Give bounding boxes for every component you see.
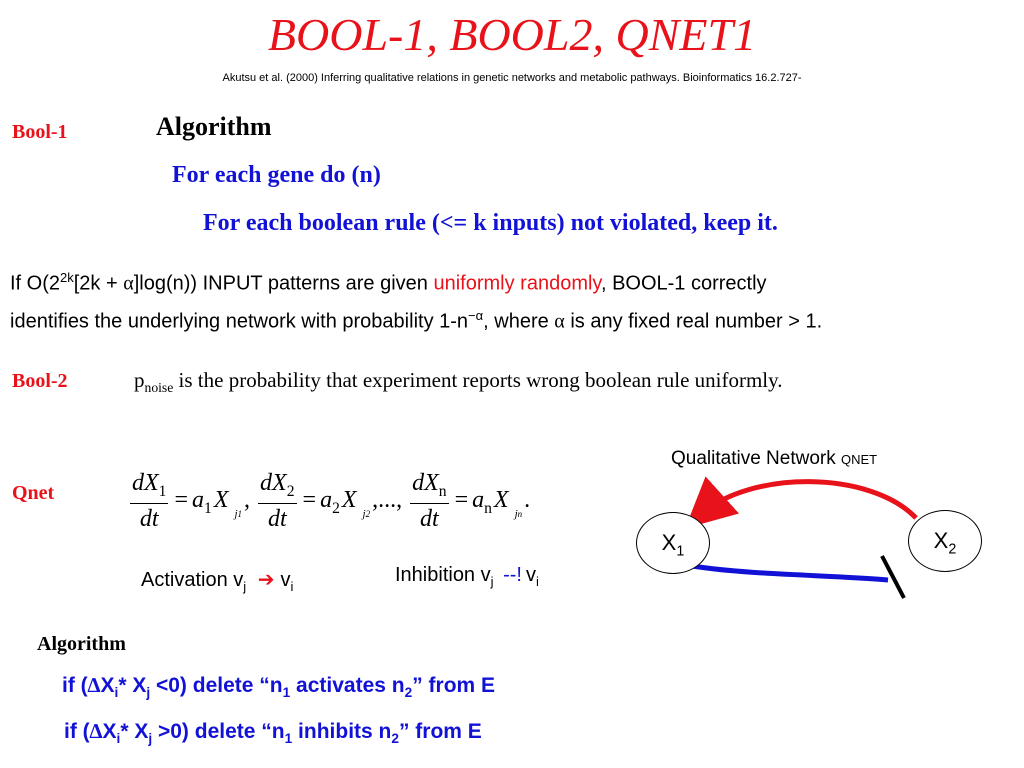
fraction-bar (410, 503, 448, 504)
equals-sign: = (454, 486, 469, 513)
equals-sign: = (302, 486, 317, 513)
algorithm-heading: Algorithm (156, 112, 272, 141)
algorithm-step-for-each-gene: For each gene do (n) (172, 162, 381, 188)
delta-symbol: ∆ (87, 673, 101, 697)
uniformly-randomly-highlight: uniformly randomly (433, 272, 601, 295)
network-node-x2: $X_2$ (908, 510, 982, 572)
variable: $X_{jn}$ (493, 486, 523, 520)
network-title: Qualitative Network QNET (671, 448, 878, 469)
separator: ,..., (372, 486, 403, 513)
activation-notation: Activation $v_j$ ➔ $v_i$ (141, 569, 294, 594)
fraction-bar (258, 503, 296, 504)
paragraph-line-2: identifies the underlying network with probability $1-n^{-\alpha}$, where α is any fixed real number > 1. (10, 307, 823, 333)
alpha-symbol: α (123, 272, 134, 295)
right-arrow-icon: ➔ (257, 569, 275, 591)
fraction-bar (130, 503, 168, 504)
fraction-denominator: dt (267, 505, 287, 532)
slide-title: BOOL-1, BOOL2, QNET1 (267, 9, 757, 60)
inhibition-edge (692, 566, 888, 580)
algorithm2-heading: Algorithm (37, 633, 126, 655)
separator: , (244, 486, 251, 513)
algorithm-step-for-each-rule: For each boolean rule (<= k inputs) not violated, keep it. (203, 210, 778, 236)
fraction-numerator: $dX_2$ (260, 470, 295, 500)
citation: Akutsu et al. (2000) Inferring qualitative relations in genetic networks and metabolic pathways. Bioinformatics 16.2.727- (222, 72, 802, 84)
bool2-description: $p_{noise}$ is the probability that experiment reports wrong boolean rule uniformly. (134, 368, 783, 396)
alpha-symbol: α (554, 310, 565, 333)
variable: $X_{j1}$ (213, 486, 243, 520)
qnet-differential-equations (128, 470, 536, 533)
algorithm2-rule-inhibition: if ($\Delta X_i*$ $X_j >0$) delete “$n_1$ inhibits $n_2$” from E (64, 719, 482, 747)
derivative-fraction (410, 470, 448, 533)
inhibition-symbol: --! (503, 564, 522, 586)
fraction-numerator: $dX_1$ (132, 470, 167, 500)
equals-sign: = (174, 486, 189, 513)
inhibition-bar-icon (882, 556, 904, 598)
coefficient: $a_1$ (192, 486, 212, 517)
algorithm2-rule-activation: if ($\Delta X_i*$ $X_j <0$) delete “$n_1$ activates $n_2$” from E (62, 673, 496, 701)
fraction-denominator: dt (419, 505, 439, 532)
bool2-label: Bool-2 (12, 370, 68, 392)
bool1-label: Bool-1 (12, 121, 68, 143)
activation-edge (700, 482, 916, 518)
coefficient: $a_n$ (472, 486, 492, 517)
inhibition-notation: Inhibition $v_j$ --! $v_i$ (395, 564, 539, 589)
variable: $X_{j2}$ (341, 486, 371, 520)
fraction-denominator: dt (139, 505, 159, 532)
derivative-fraction (130, 470, 168, 533)
paragraph-line-1: If $O(2^{2k}[2k + \alpha]\log(n))$ INPUT patterns are given uniformly randomly, BOOL-1 correctly (10, 270, 767, 295)
coefficient: $a_2$ (320, 486, 340, 517)
separator: . (524, 486, 531, 513)
fraction-numerator: $dX_n$ (412, 470, 447, 500)
delta-symbol: ∆ (89, 719, 103, 743)
derivative-fraction (258, 470, 296, 533)
bool1-guarantee-paragraph (10, 262, 822, 337)
network-node-x1: $X_1$ (636, 512, 710, 574)
qnet-label: Qnet (12, 482, 55, 504)
